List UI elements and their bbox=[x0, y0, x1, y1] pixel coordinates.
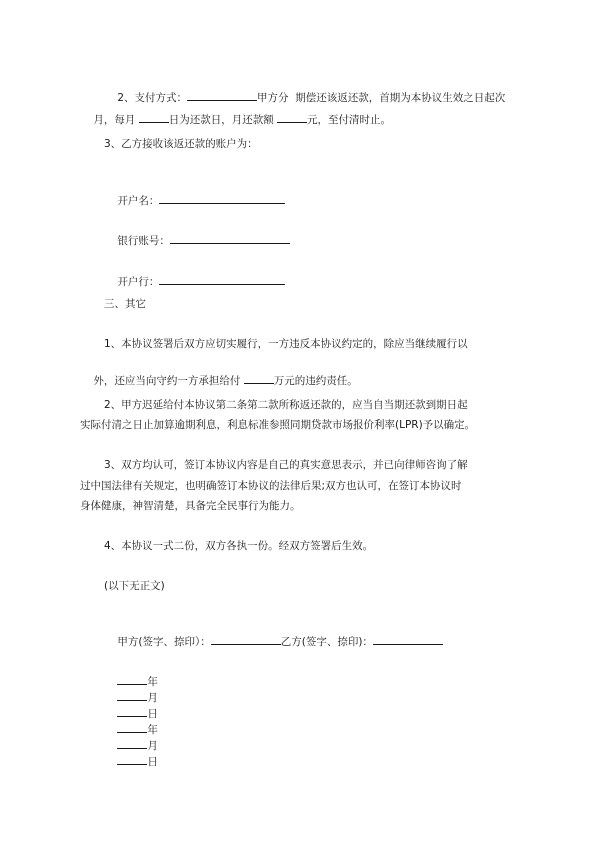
bank-label: 开户行： bbox=[117, 276, 160, 288]
signature-row bbox=[104, 619, 443, 663]
section-title: 三、其它 bbox=[104, 298, 146, 310]
clause-1-line-1: 1、本协议签署后双方应切实履行，一方违反本协议约定的，除应当继续履行以 bbox=[104, 338, 468, 350]
clause-3-line-1: 3、双方均认可，签订本协议内容是自己的真实意思表示，并已向律师咨询了解 bbox=[104, 459, 468, 471]
month-label: 月 bbox=[147, 740, 158, 752]
payment-prefix: 2、支付方式： bbox=[117, 92, 188, 104]
blank-party-a-signature bbox=[211, 633, 281, 645]
clause-3-line-2: 过中国法律有关规定，也明确签订本协议的法律后果;双方也认可，在签订本协议时 bbox=[80, 480, 462, 492]
party-b-label: 乙方(签字、捺印)： bbox=[280, 636, 373, 648]
blank-penalty bbox=[244, 372, 274, 384]
blank-day bbox=[139, 111, 169, 123]
clause-1-line-2 bbox=[80, 358, 358, 402]
clause-1-text-a: 外，还应当向守约一方承担给付 bbox=[93, 375, 244, 387]
payment-text-a: 月，每月 bbox=[93, 114, 139, 126]
payment-line-2 bbox=[80, 97, 391, 141]
blank-month-b bbox=[117, 737, 147, 749]
year-label: 年 bbox=[147, 724, 158, 736]
account-number-row bbox=[104, 218, 290, 262]
blank-bank bbox=[159, 273, 285, 285]
year-label: 年 bbox=[147, 676, 158, 688]
account-number-label: 银行账号： bbox=[117, 235, 170, 247]
clause-2-line-1: 2、甲方迟延给付本协议第二条第二款所称返还款的，应当自当期还款到期日起 bbox=[104, 399, 468, 411]
day-label: 日 bbox=[147, 708, 158, 720]
blank-party-b-signature bbox=[373, 633, 443, 645]
blank-amount bbox=[277, 111, 307, 123]
blank-day-a bbox=[117, 705, 147, 717]
blank-account-name bbox=[159, 192, 285, 204]
date-row bbox=[104, 659, 158, 783]
blank-day-b bbox=[117, 753, 147, 765]
day-label: 日 bbox=[147, 756, 158, 768]
blank-year-a bbox=[117, 673, 147, 685]
payment-text-b: 日为还款日，月还款额 bbox=[168, 114, 278, 126]
month-label: 月 bbox=[147, 692, 158, 704]
blank-account-number bbox=[170, 232, 290, 244]
end-note: (以下无正文) bbox=[104, 580, 165, 592]
blank-month-a bbox=[117, 689, 147, 701]
payment-text: 甲方分 期偿还该返还款，首期为本协议生效之日起次 bbox=[257, 92, 506, 104]
clause-3-line-3: 身体健康，神智清楚，具备完全民事行为能力。 bbox=[80, 500, 301, 512]
account-name-label: 开户名： bbox=[117, 195, 160, 207]
clause-4: 4、本协议一式二份，双方各执一份。经双方签署后生效。 bbox=[104, 540, 374, 552]
blank-year-b bbox=[117, 721, 147, 733]
clause-2-line-2: 实际付清之日止加算逾期利息，利息标准参照同期贷款市场报价利率(LPR)予以确定。 bbox=[80, 419, 476, 431]
clause-1-text-b: 万元的违约责任。 bbox=[273, 375, 358, 387]
account-name-row bbox=[104, 178, 285, 222]
account-heading: 3、乙方接收该返还款的账户为： bbox=[104, 138, 258, 150]
party-a-label: 甲方(签字、捺印）： bbox=[117, 636, 211, 648]
payment-text-c: 元，至付清时止。 bbox=[307, 114, 392, 126]
